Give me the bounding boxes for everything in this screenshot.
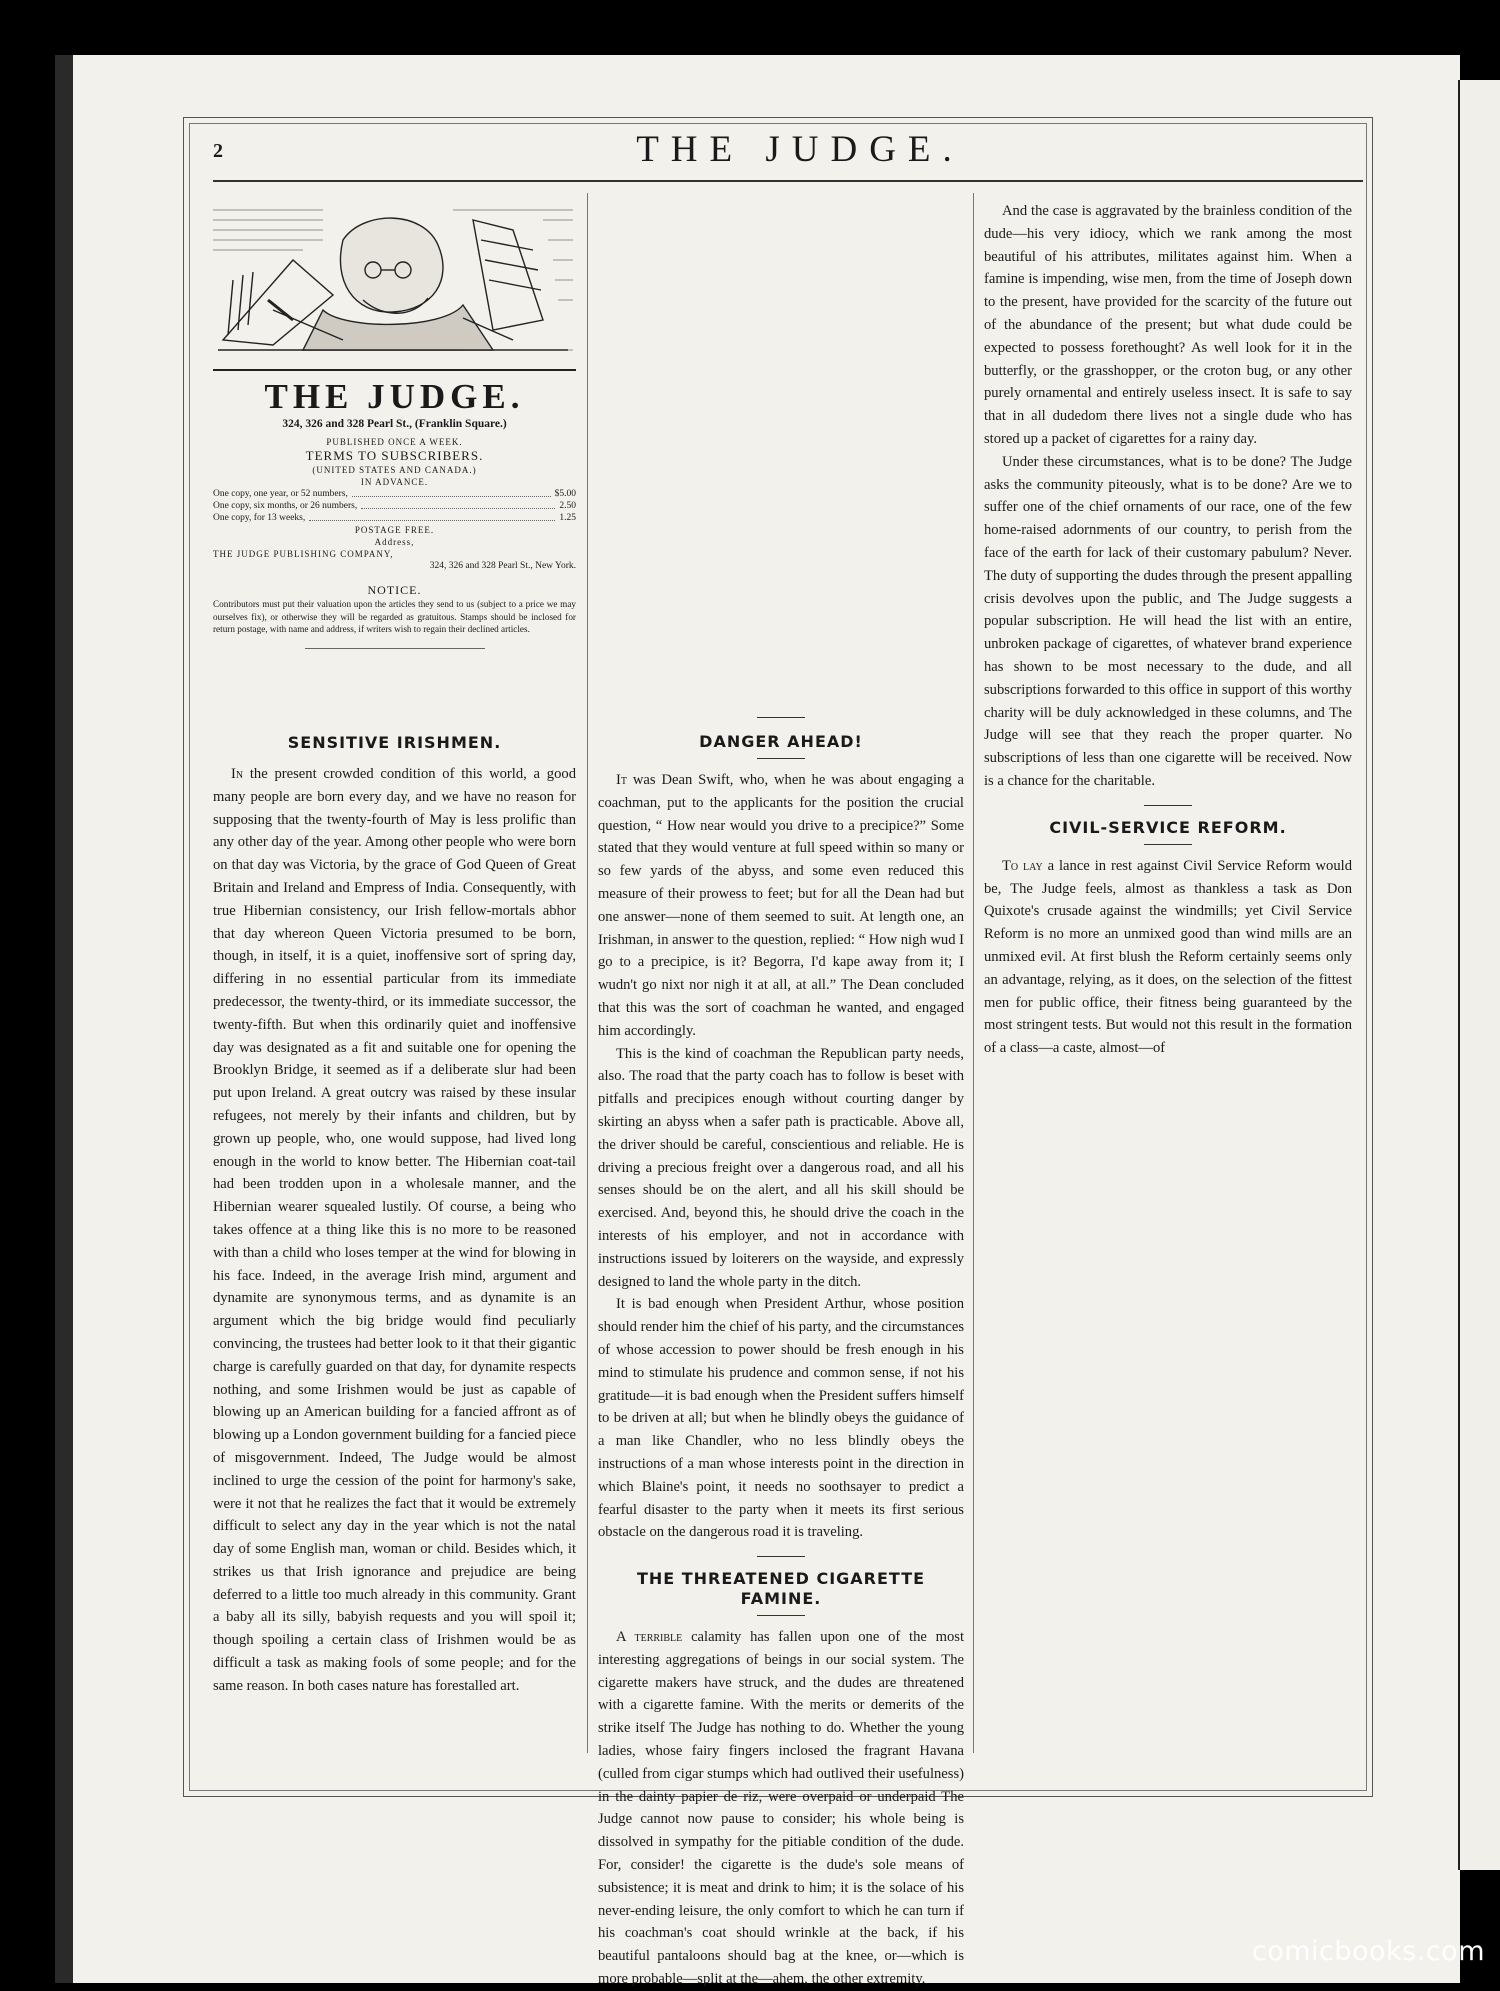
price-label: One copy, six months, or 26 numbers, xyxy=(213,501,358,511)
article-paragraph xyxy=(598,1626,964,1991)
section-rule xyxy=(757,717,805,718)
page-number: 2 xyxy=(213,140,223,162)
price-row xyxy=(213,488,576,500)
masthead xyxy=(213,200,576,657)
article-paragraph: And the case is aggravated by the brainless condition of the dude—his very idiocy, which we rank among the most beautiful of his attributes, militates against him. When a famine is impending, wise men, from the time of Joseph down to the present, have provided for the scarcity of the future out of the abundance of the present; but what dude could be expected to possess forethought? As well look for it in the butterfly, or the grasshopper, or the croton bug, or any other purely ornamental and entirely useless insect. It is safe to say that in all dudedom there lives not a single dude who has stored up a packet of cigarettes for a rainy day. xyxy=(984,203,1352,447)
site-watermark: comicbooks.com xyxy=(1251,1936,1485,1967)
article-text: was Dean Swift, who, when he was about engaging a coachman, put to the applicants for the position the crucial question, “ How near would you drive to a precipice?” Some stated that they would venture at full speed within so many or so few yards of the abyss, and some even reduced this measure of their prowess to feet; but for all the Dean had but one answer—none of them seemed to suit. At length one, an Irishman, in answer to the question, replied: “ How nigh wud I go to a precipice, is it? Begorra, I'd kape away from it; I wudn't go nixt nor nigh it at all, at all.” The Dean concluded that this was the sort of coachman he wanted, and engaged him accordingly. xyxy=(598,772,964,1039)
price-row xyxy=(213,500,576,512)
price-value: 2.50 xyxy=(559,501,576,511)
notice-title: NOTICE. xyxy=(367,583,422,597)
section-rule xyxy=(305,648,485,649)
company-address: 324, 326 and 328 Pearl St., New York. xyxy=(429,561,576,571)
postage-free: POSTAGE FREE. xyxy=(354,525,435,535)
article-text: a lance in rest against Civil Service Reform would be, The Judge feels, almost as thankless a task as Don Quixote's crusade against the windmills; yet Civil Service Reform is no more an unmixed good than wind mills are an unmixed evil. At first blush the Reform certainly seems only an advantage, relying, as it does, on the selection of the fittest men for public office, their fitness being guaranteed by the most stringent tests. But would not this result in the formation of a class—a caste, almost—of xyxy=(984,857,1352,1057)
article-dropcap: To lay xyxy=(1002,857,1043,874)
article-text: the present crowded condition of this world, a good many people are born every day, and we have no reason for supposing that the twenty-fourth of May is less prolific than any other day of the year. Among other people who were born on that day was Victoria, by the grace of God Queen of Great Britain and Ireland and Empress of India. Consequently, with true Hibernian consistency, our Irish fellow-mortals abhor that day whereon Queen Victoria presumed to be born, though, in itself, it is a quiet, inoffensive sort of spring day, differing in no essential particular from its immediate predecessor, the twenty-third, or its immediate successor, the twenty-fifth. But when this ordinarily quiet and inoffensive day was designated as a fit and suitable one for opening the Brooklyn Bridge, it seemed as if a deliberate slur had been put upon Ireland. A great outcry was raised by these insular refugees, not merely by their infants and children, but by grown up people, who, one would suppose, had lived long enough in the world to know better. The Hibernian coat-tail had been trodden upon in a wholesale manner, and the Hibernian wearer squealed lustily. Of course, a being who takes offence at a thing like this is no more to be reasoned with than a child who loses temper at the wind for blowing in his face. Indeed, in the average Irish mind, argument and dynamite are synonymous terms, and as dynamite is an argument which the big bridge would find peculiarly convincing, the trustees had better look to it that their gigantic charge is carefully guarded on that day, for dynamite respects nothing, and some Irishmen would be just as capable of blowing up an American building for a fancied affront as of blowing up a London government building for a fancied piece of misgovernment. Indeed, The Judge would be almost inclined to urge the cession of the point for harmony's sake, were it not that he realizes the fact that it would be extremely difficult to select any day in the year which is not the natal day of some English man, woman or child. Besides which, it strikes us that Irish ignorance and prejudice are being deferred to a little too much already in this community. Grant a baby all its silly, babyish requests and you will spoil it; though spoiling a certain class of Irishmen would be as difficult a task as making fools of some people; and for the same reason. In both cases nature has forestalled art. xyxy=(213,766,576,1694)
price-row xyxy=(213,512,576,524)
article-paragraph: This is the kind of coachman the Republican party needs, also. The road that the party coach has to follow is beset with pitfalls and precipices enough without courting danger by skirting an abyss when a safer path is practicable. Above all, the driver should be careful, conscientious and reliable. He is driving a precious freight over a dangerous road, and all his senses should be on the alert, and all his skill should be exercised. And, beyond this, he should drive the coach in the interests of his employer, and not in accordance with instructions issued by loiterers on the wayside, and expressly designed to land the whole party in the ditch. xyxy=(598,1045,964,1290)
article-paragraph xyxy=(213,763,576,1698)
notice-body: Contributors must put their valuation upon the articles they send to us (subject to a price we may ourselves fix), or otherwise they will be regarded as gratuitous. Stamps should be inclosed for return postage, with name and address, if writers wish to regain their declined articles. xyxy=(213,599,576,635)
column-1-article xyxy=(213,725,576,1698)
page-header-title: THE JUDGE. xyxy=(636,129,964,170)
article-title-danger-ahead: DANGER AHEAD! xyxy=(699,732,863,751)
column-2 xyxy=(598,200,964,1991)
price-value: 1.25 xyxy=(559,513,576,523)
section-rule xyxy=(757,1556,805,1557)
article-dropcap: In xyxy=(231,766,244,782)
article-title-sensitive-irishmen: SENSITIVE IRISHMEN. xyxy=(287,733,502,752)
judge-illustration xyxy=(213,200,573,360)
section-rule xyxy=(1144,805,1192,806)
terms-title: TERMS TO SUBSCRIBERS. xyxy=(305,448,484,463)
article-dropcap: A terrible xyxy=(616,1629,683,1646)
article-paragraph xyxy=(984,855,1352,1060)
article-text: calamity has fallen upon one of the most interesting aggregations of beings in our social system. The cigarette makers have struck, and the dudes are threatened with a cigarette famine. With the merits or demerits of the strike itself The Judge has nothing to do. Whether the young ladies, whose fairy fingers inclosed the fragrant Havana (culled from cigar stumps which had outlived their usefulness) in the dainty papier de riz, were overpaid or underpaid The Judge cannot now pause to consider; his whole being is dissolved in sympathy for the pitiable condition of the dude. For, consider! the cigarette is the dude's sole means of subsistence; it is meat and drink to him; it is the solace of his never-ending leisure, the only comfort to which he can turn if his coachman's coat should wrinkle at the back, if his beautiful pantaloons should bag at the knee, or—which is more probable—split at the—ahem, the other extremity. xyxy=(598,1629,964,1988)
terms-subtitle: (UNITED STATES AND CANADA.) xyxy=(312,465,477,475)
article-title-civil-service-reform: CIVIL-SERVICE REFORM. xyxy=(1049,817,1287,837)
section-rule xyxy=(757,758,805,759)
column-divider-2 xyxy=(973,193,974,1753)
masthead-address: 324, 326 and 328 Pearl St., (Franklin Square.) xyxy=(282,418,507,430)
binding-edge xyxy=(55,55,73,1983)
published-line: PUBLISHED ONCE A WEEK. xyxy=(326,437,463,447)
price-label: One copy, for 13 weeks, xyxy=(213,513,306,523)
price-label: One copy, one year, or 52 numbers, xyxy=(213,489,348,499)
masthead-rule xyxy=(213,369,576,371)
column-3 xyxy=(984,200,1352,1060)
header-rule xyxy=(213,180,1363,182)
masthead-title: THE JUDGE. xyxy=(264,377,525,416)
article-title-cigarette-famine: THE THREATENED CIGARETTE FAMINE. xyxy=(636,1569,926,1609)
section-rule xyxy=(1144,844,1192,845)
article-paragraph xyxy=(598,769,964,1043)
address-label: Address, xyxy=(374,537,415,547)
next-page-edge xyxy=(1458,80,1500,1870)
company-name: THE JUDGE PUBLISHING COMPANY, xyxy=(213,549,394,559)
article-paragraph: It is bad enough when President Arthur, whose position should render him the chief of his party, and the circumstances of whose accession to power should be fresh enough in his mind to stimulate his prudence and common sense, if not his gratitude—it is bad enough when the President suffers himself to be driven at all; but when he blindly obeys the guidance of a man like Chandler, who no less blindly obeys the instructions of a man whose interests point in the direction in which Blaine's point, it needs no soothsayer to predict a fearful disaster to the party when it meets its first serious obstacle on the dangerous road it is traveling. xyxy=(598,1296,964,1541)
section-rule xyxy=(757,1615,805,1616)
column-2-continuation-space xyxy=(598,200,964,705)
article-dropcap: It xyxy=(616,772,627,788)
column-divider-1 xyxy=(587,193,588,1753)
article-paragraph: Under these circumstances, what is to be done? The Judge asks the community piteously, what is to be done? Are we to suffer one of the chief ornaments of our race, one of the few home-raised adornments of our country, to perish from the face of the earth for lack of their customary pabulum? Never. The duty of supporting the dudes through the present appalling crisis devolves upon the public, and The Judge suggests a popular subscription. He will head the list with an entire, unbroken package of cigarettes, of whatever brand experience has shown to be most necessary to the dude, and all subscriptions forwarded to this office in support of this worthy charity will be duly acknowledged in these columns, and The Judge will see that they reach the proper quarter. No subscriptions of less than one cigarette will be received. Now is a chance for the charitable. xyxy=(984,453,1352,789)
price-value: $5.00 xyxy=(554,489,576,499)
in-advance: IN ADVANCE. xyxy=(360,477,429,487)
